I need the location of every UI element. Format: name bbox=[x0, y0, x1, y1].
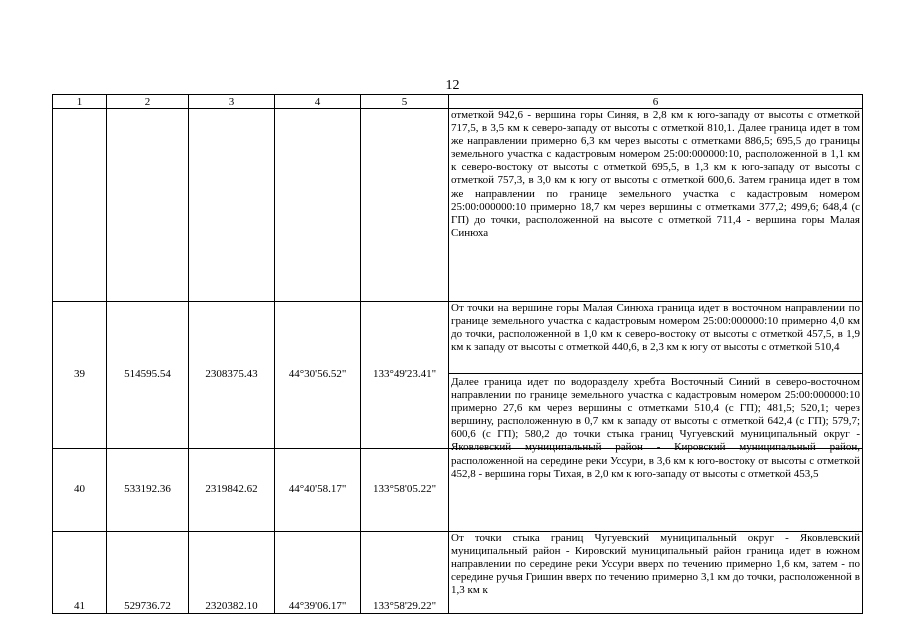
cell-longitude bbox=[361, 109, 449, 302]
cell-latitude: 44°30'56.52" bbox=[275, 302, 361, 449]
column-header: 3 bbox=[189, 95, 275, 109]
cell-longitude: 133°49'23.41" bbox=[361, 302, 449, 449]
cell-latitude: 44°39'06.17" bbox=[275, 532, 361, 614]
cell-point-number: 41 bbox=[53, 532, 107, 614]
cell-description: От точки на вершине горы Малая Синюха граница идет в восточном направлении по границе земельного участка с кадастровым номером 25:00:000000:10 примерно 4,0 км до точки, расположенной в 1,0 км к северо-востоку от высоты с отметкой 457,5, в 1,9 км к западу от высоты с отметкой 440,6, в 2,3 км к югу от высоты с отметкой 510,4 Далее граница идет по водоразделу хребта Восточный Синий в северо-восточном направлении по границе земельного участка с кадастровым номером 25:00:000000:10 примерно 27,6 км через вершины с отметками 510,4 (с ГП); 481,5; 520,1; через вершину, расположенную в 0,7 км к западу от высоты с отметкой 642,4 (с ГП); 579,7; 600,6 (с ГП); 580,2 до точки стыка границ Чугуевский муниципальный округ - Яковлевский муниципальный район - Кировский муниципальный район, расположенной на середине реки Уссури, в 3,6 км к юго-востоку от высоты с отметкой 452,8 - вершина горы Тихая, в 2,0 км к юго-западу от высоты с отметкой 453,5 bbox=[449, 302, 863, 449]
cell-point-number bbox=[53, 109, 107, 302]
cell-point-number: 40 bbox=[53, 449, 107, 532]
cell-y: 2319842.62 bbox=[189, 449, 275, 532]
boundary-table bbox=[52, 94, 863, 614]
table-row-continuation bbox=[53, 109, 863, 302]
cell-x bbox=[107, 109, 189, 302]
cell-latitude: 44°40'58.17" bbox=[275, 449, 361, 532]
cell-x: 514595.54 bbox=[107, 302, 189, 449]
cell-x: 533192.36 bbox=[107, 449, 189, 532]
cell-latitude bbox=[275, 109, 361, 302]
column-header: 6 bbox=[449, 95, 863, 109]
header-row bbox=[53, 95, 863, 109]
cell-x: 529736.72 bbox=[107, 532, 189, 614]
column-header: 4 bbox=[275, 95, 361, 109]
table-row-39 bbox=[53, 302, 863, 449]
column-header: 2 bbox=[107, 95, 189, 109]
column-header: 5 bbox=[361, 95, 449, 109]
table-row-41 bbox=[53, 532, 863, 614]
page-number: 12 bbox=[445, 78, 460, 93]
cell-longitude: 133°58'05.22" bbox=[361, 449, 449, 532]
description-text: отметкой 942,6 - вершина горы Синяя, в 2,8 км к юго-западу от высоты с отметкой 717,5, в 3,5 км к северо-западу от высоты с отметкой 810,1. Далее граница идет в том же направлении примерно 6,3 км через высоты с отметками 886,5; 695,5 до границы земельного участка с кадастровым номером 25:00:000000:10, расположенной в 1,1 км к северо-востоку от высоты с отметкой 695,5, в 1,3 км к юго-западу от высоты с отметкой 757,3, в 3,0 км к югу от высоты с отметкой 600,6. Затем граница идет в том же направлении по границе земельного участка с кадастровым номером 25:00:000000:10 примерно 18,7 км через вершины с отметками 377,2; 499,6; 648,4 (с ГП) до точки, расположенной на высоте с отметкой 711,4 - вершина горы Малая Синюха bbox=[451, 109, 860, 239]
cell-y: 2320382.10 bbox=[189, 532, 275, 614]
cell-longitude: 133°58'29.22" bbox=[361, 532, 449, 614]
cell-y: 2308375.43 bbox=[189, 302, 275, 449]
cell-description bbox=[449, 109, 863, 302]
description-text: От точки стыка границ Чугуевский муниципальный округ - Яковлевский муниципальный район - Кировский муниципальный район граница идет в южном направлении по середине реки Уссури вверх по течению примерно 1,6 км, затем - по середине ручья Гришин вверх по течению примерно 3,1 км до точки, расположенной в 1,3 км к bbox=[451, 532, 860, 597]
cell-y bbox=[189, 109, 275, 302]
description-text: От точки на вершине горы Малая Синюха граница идет в восточном направлении по границе земельного участка с кадастровым номером 25:00:000000:10 примерно 4,0 км до точки, расположенной в 1,0 км к северо-востоку от высоты с отметкой 457,5, в 1,9 км к западу от высоты с отметкой 440,6, в 2,3 км к югу от высоты с отметкой 510,4 bbox=[451, 302, 860, 354]
cell-description bbox=[449, 532, 863, 614]
column-header: 1 bbox=[53, 95, 107, 109]
cell-point-number: 39 bbox=[53, 302, 107, 449]
